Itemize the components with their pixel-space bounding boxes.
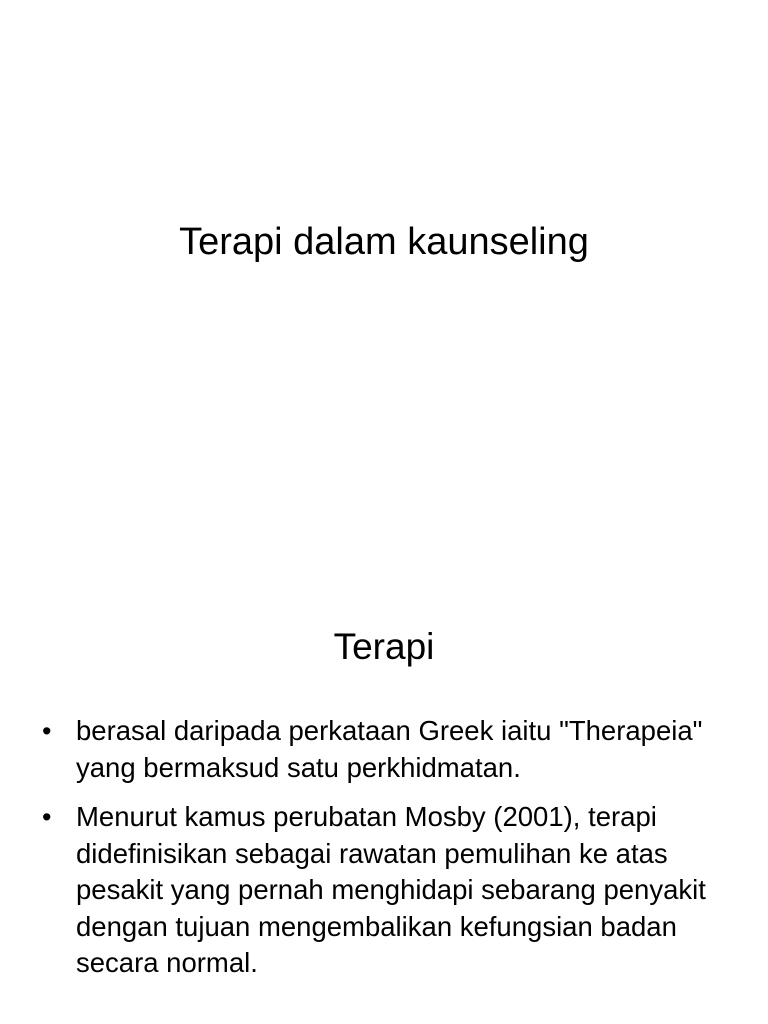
slide-title: Terapi dalam kaunseling (179, 221, 589, 263)
bullet-item (40, 713, 740, 786)
bullet-icon: • (42, 802, 52, 832)
slide-heading: Terapi (333, 626, 435, 667)
bullet-list (40, 713, 740, 995)
bullet-text: berasal daripada perkataan Greek iaitu "Therapeia" yang bermaksud satu perkhidmatan. (76, 715, 703, 783)
slide-terapi (0, 576, 768, 1024)
bullet-icon: • (42, 716, 52, 746)
bullet-text: Menurut kamus perubatan Mosby (2001), terapi didefinisikan sebagai rawatan pemulihan ke atas pesakit yang pernah menghidapi sebarang penyakit dengan tujuan mengembalikan kefungsian badan secara normal. (76, 801, 706, 978)
bullet-item (40, 799, 740, 982)
